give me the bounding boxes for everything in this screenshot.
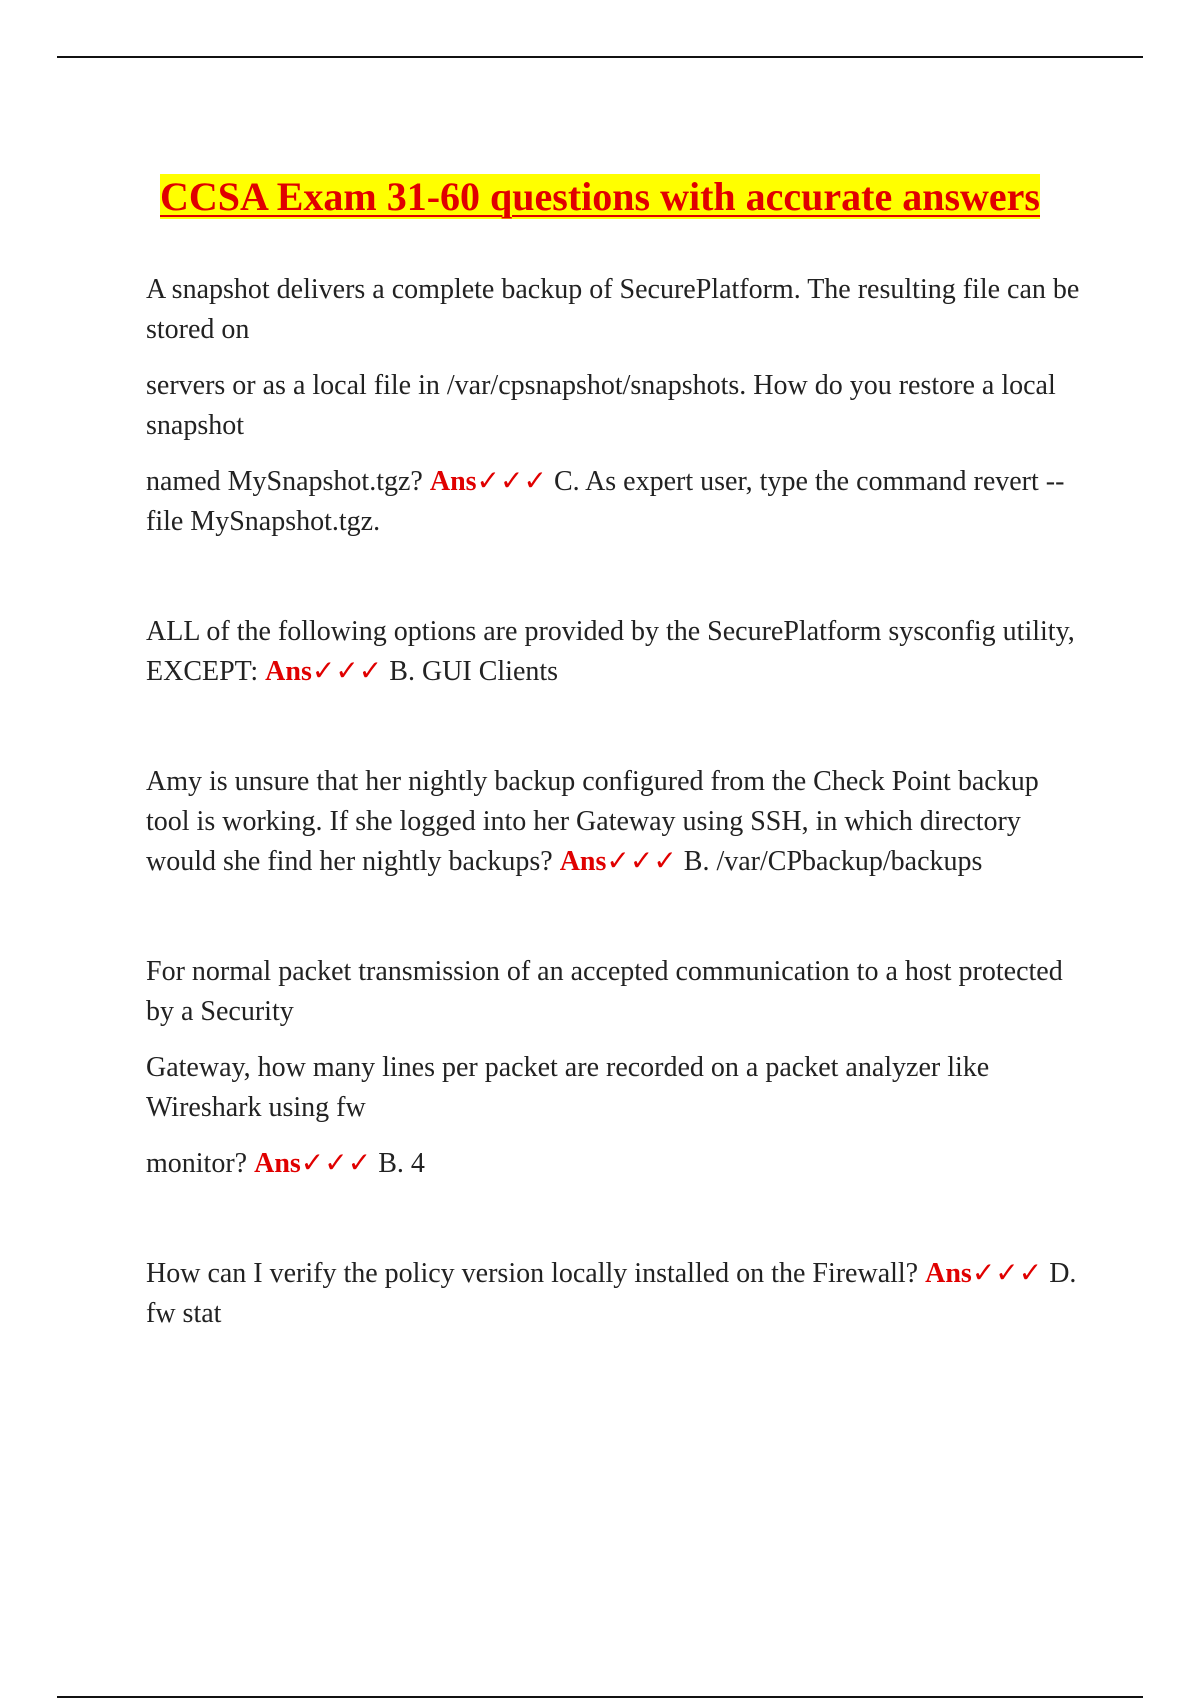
question-1-line-2: servers or as a local file in /var/cpsnapshot/snapshots. How do you restore a local snapshot [146, 370, 1056, 441]
question-2 [146, 612, 1086, 692]
top-rule [57, 56, 1143, 58]
question-4-line-1: For normal packet transmission of an accepted communication to a host protected by a Security [146, 956, 1063, 1027]
document-title-text: CCSA Exam 31-60 questions with accurate answers [160, 173, 1040, 219]
question-5-answer: D. fw stat [146, 1258, 1077, 1329]
document-title [100, 169, 1100, 225]
question-1-text: named MySnapshot.tgz? [146, 466, 423, 497]
bottom-rule [57, 1696, 1143, 1698]
question-4-text: monitor? [146, 1148, 248, 1179]
check-marks-icon: ✓✓✓ [300, 1148, 372, 1179]
question-3-text: Amy is unsure that her nightly backup configured from the Check Point backup tool is working. If she logged into her Gateway using SSH, in which directory would she find her nightly backups? [146, 766, 1039, 877]
question-4-line-3 [146, 1144, 1086, 1184]
question-4-answer: B. 4 [378, 1148, 425, 1179]
question-5-text: How can I verify the policy version locally installed on the Firewall? [146, 1258, 919, 1289]
question-5 [146, 1254, 1086, 1334]
question-2-text: ALL of the following options are provided by the SecurePlatform sysconfig utility, EXCEPT: [146, 616, 1075, 687]
question-3 [146, 762, 1086, 882]
answer-label: Ans [429, 466, 477, 497]
question-1-line-3 [146, 462, 1086, 542]
answer-label: Ans [559, 846, 607, 877]
question-list [146, 270, 1086, 1334]
answer-label: Ans [254, 1148, 301, 1179]
answer-label: Ans [265, 656, 312, 687]
check-marks-icon: ✓✓✓ [606, 846, 677, 877]
question-1-line-1: A snapshot delivers a complete backup of SecurePlatform. The resulting file can be stored on [146, 274, 1080, 345]
question-2-answer: B. GUI Clients [389, 656, 559, 687]
question-1-answer: C. As expert user, type the command revert --file MySnapshot.tgz. [146, 466, 1065, 537]
check-marks-icon: ✓✓✓ [971, 1258, 1043, 1289]
answer-label: Ans [925, 1258, 972, 1289]
check-marks-icon: ✓✓✓ [311, 656, 383, 687]
check-marks-icon: ✓✓✓ [476, 466, 547, 497]
question-4-line-2: Gateway, how many lines per packet are recorded on a packet analyzer like Wireshark using fw [146, 1052, 990, 1123]
question-3-answer: B. /var/CPbackup/backups [683, 846, 983, 877]
